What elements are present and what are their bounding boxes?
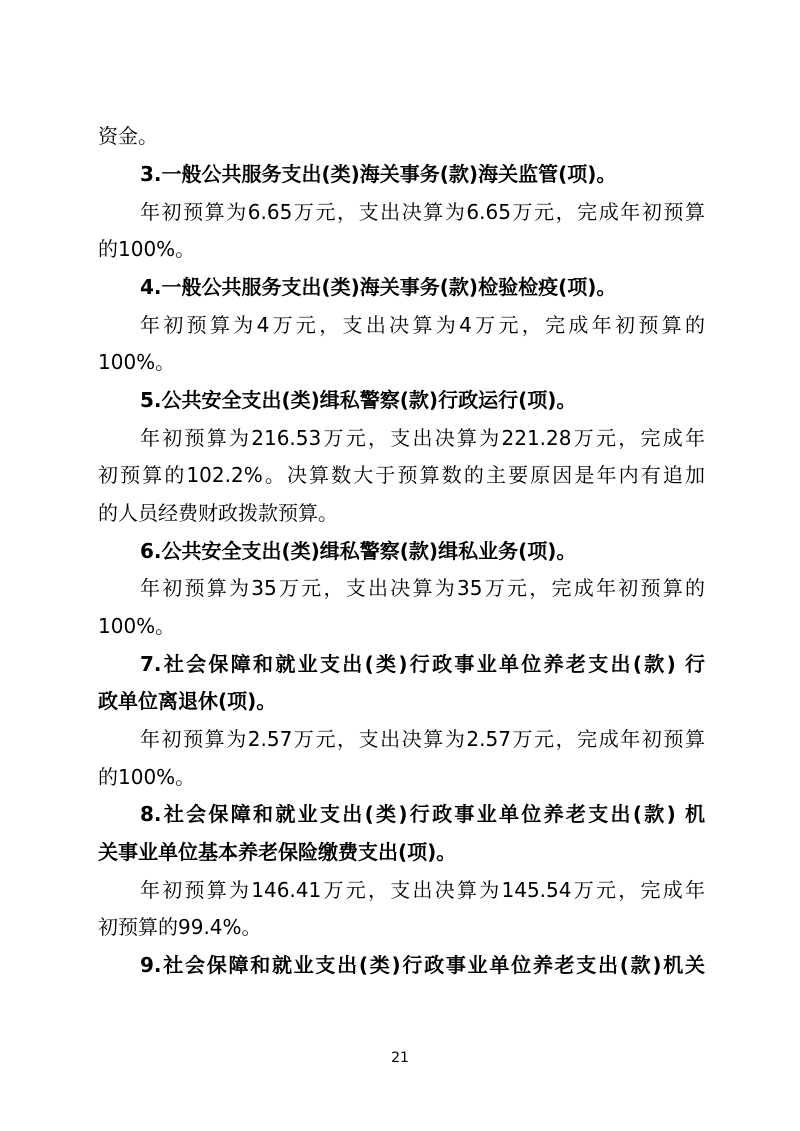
section-heading-5: 5.公共安全支出(类)缉私警察(款)行政运行(项)。 [140,388,577,412]
text-line: 100%。 [98,350,176,374]
text-line: 年初预算为6.65万元，支出决算为6.65万元，完成年初预算 [140,200,705,224]
section-heading-8-cont: 关事业单位基本养老保险缴费支出(项)。 [98,840,457,864]
text-line: 年初预算为2.57万元，支出决算为2.57万元，完成年初预算 [140,727,705,751]
text-line: 年初预算为35万元，支出决算为35万元，完成年初预算的 [140,576,705,600]
section-heading-6: 6.公共安全支出(类)缉私警察(款)缉私业务(项)。 [140,539,577,563]
text-line: 年初预算为4万元，支出决算为4万元，完成年初预算的 [140,313,705,337]
text-line: 年初预算为146.41万元，支出决算为145.54万元，完成年 [140,878,705,902]
text-line: 的100%。 [98,237,196,261]
page-number: 21 [391,1050,409,1066]
text-line: 100%。 [98,614,176,638]
text-line: 初预算的99.4%。 [98,915,262,939]
text-line: 年初预算为216.53万元，支出决算为221.28万元，完成年 [140,426,705,450]
section-heading-3: 3.一般公共服务支出(类)海关事务(款)海关监管(项)。 [140,162,617,186]
text-line: 资金。 [98,124,158,148]
text-line: 初预算的102.2%。决算数大于预算数的主要原因是年内有追加 [98,463,705,487]
section-heading-8: 8.社会保障和就业支出(类)行政事业单位养老支出(款) 机 [140,802,705,826]
section-heading-7: 7.社会保障和就业支出(类)行政事业单位养老支出(款) 行 [140,652,705,676]
section-heading-9: 9.社会保障和就业支出(类)行政事业单位养老支出(款)机关 [140,953,705,977]
text-line: 的人员经费财政拨款预算。 [98,501,338,525]
section-heading-7-cont: 政单位离退休(项)。 [98,689,277,713]
section-heading-4: 4.一般公共服务支出(类)海关事务(款)检验检疫(项)。 [140,275,617,299]
text-line: 的100%。 [98,765,196,789]
